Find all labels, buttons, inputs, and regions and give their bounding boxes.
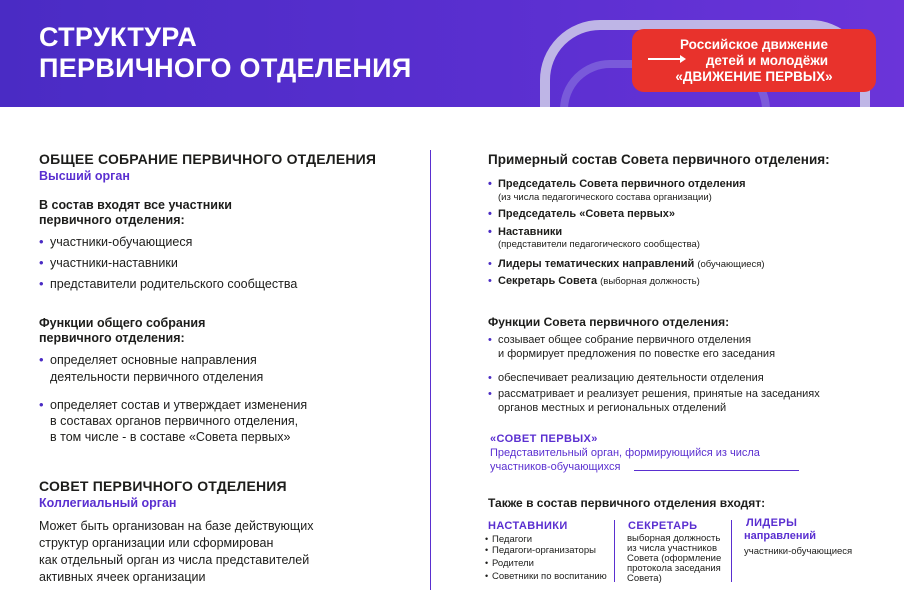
functions-title-line2: первичного отделения: bbox=[39, 331, 185, 345]
sovet-title: «СОВЕТ ПЕРВЫХ» bbox=[490, 433, 598, 445]
list-item: • созывает общее собрание первичного отделения bbox=[498, 333, 751, 347]
council-desc-line: Может быть организован на базе действующих bbox=[39, 519, 314, 533]
column-divider-small bbox=[731, 520, 732, 582]
list-item-continuation: деятельности первичного отделения bbox=[50, 370, 264, 384]
list-item: • представители родительского сообщества bbox=[50, 276, 297, 292]
mentors-col-title: НАСТАВНИКИ bbox=[488, 520, 568, 532]
composition-title: Примерный состав Совета первичного отделения: bbox=[488, 152, 830, 167]
list-item-continuation: органов местных и региональных отделений bbox=[498, 402, 727, 414]
list-item bbox=[498, 257, 765, 271]
list-item-continuation: и формирует предложения по повестке его заседания bbox=[498, 348, 776, 360]
secretary-text-line: выборная должность bbox=[627, 533, 721, 544]
list-item-note: (из числа педагогического состава организации) bbox=[498, 192, 712, 203]
list-item: • определяет основные направления bbox=[50, 352, 257, 368]
list-item: • определяет состав и утверждает изменения bbox=[50, 397, 307, 413]
underline-divider bbox=[634, 470, 799, 471]
page-title-line2: ПЕРВИЧНОГО ОТДЕЛЕНИЯ bbox=[39, 53, 412, 83]
council-desc-line: активных ячеек организации bbox=[39, 570, 206, 584]
list-item: • Педагоги-организаторы bbox=[492, 545, 596, 557]
council-subtitle: Коллегиальный орган bbox=[39, 496, 177, 510]
secretary-col-title: СЕКРЕТАРЬ bbox=[628, 520, 698, 532]
list-item: • Наставники bbox=[498, 225, 562, 239]
header-banner bbox=[0, 0, 904, 107]
brand-line1: Российское движение bbox=[680, 37, 828, 52]
list-item-note: (обучающиеся) bbox=[697, 259, 765, 270]
list-item-note: (представители педагогического сообщества) bbox=[498, 239, 700, 250]
list-item: • Советники по воспитанию bbox=[492, 571, 607, 583]
sovet-desc-line: Представительный орган, формирующийся из числа bbox=[490, 447, 760, 459]
column-divider-small bbox=[614, 520, 615, 582]
list-item: • обеспечивает реализацию деятельности отделения bbox=[498, 371, 764, 385]
brand-line2: детей и молодёжи bbox=[705, 53, 829, 68]
list-item bbox=[498, 274, 700, 288]
list-item: • Председатель Совета первичного отделения bbox=[498, 177, 746, 191]
sovet-desc-line: участников-обучающихся bbox=[490, 461, 621, 473]
list-item-continuation: в том числе - в составе «Совета первых» bbox=[50, 430, 291, 444]
council-functions-title: Функции Совета первичного отделения: bbox=[488, 315, 730, 329]
list-item: • рассматривает и реализует решения, принятые на заседаниях bbox=[498, 387, 820, 401]
secretary-text-line: Совета) bbox=[627, 573, 662, 584]
page-title-line1: СТРУКТУРА bbox=[39, 22, 198, 52]
list-item-label: Секретарь Совета bbox=[498, 275, 598, 287]
assembly-title: ОБЩЕЕ СОБРАНИЕ ПЕРВИЧНОГО ОТДЕЛЕНИЯ bbox=[39, 151, 377, 167]
list-item-note: (выборная должность) bbox=[600, 276, 700, 287]
council-desc-line: структур организации или сформирован bbox=[39, 536, 274, 550]
page-title bbox=[39, 22, 412, 84]
secretary-text-line: из числа участников bbox=[627, 543, 718, 554]
secretary-text-line: протокола заседания bbox=[627, 563, 721, 574]
list-item: • участники-наставники bbox=[50, 255, 178, 271]
brand-logo-badge bbox=[632, 29, 876, 92]
list-item: • Педагоги bbox=[492, 534, 532, 546]
brand-line3: «ДВИЖЕНИЕ ПЕРВЫХ» bbox=[675, 69, 833, 84]
column-divider bbox=[430, 150, 431, 590]
arrow-icon bbox=[648, 58, 684, 60]
list-item: • Родители bbox=[492, 558, 534, 570]
list-item: • Председатель «Совета первых» bbox=[498, 207, 675, 221]
functions-title-line1: Функции общего собрания bbox=[39, 316, 206, 330]
secretary-text-line: Совета (оформление bbox=[627, 553, 722, 564]
members-title-line2: первичного отделения: bbox=[39, 213, 185, 227]
list-item-continuation: в составах органов первичного отделения, bbox=[50, 414, 299, 428]
members-title-line1: В состав входят все участники bbox=[39, 198, 232, 212]
list-item: • участники-обучающиеся bbox=[50, 234, 192, 250]
council-desc-line: как отдельный орган из числа представителей bbox=[39, 553, 310, 567]
also-members-title: Также в состав первичного отделения входят: bbox=[488, 496, 766, 510]
council-title: СОВЕТ ПЕРВИЧНОГО ОТДЕЛЕНИЯ bbox=[39, 478, 287, 494]
leaders-col-subtitle: направлений bbox=[744, 530, 816, 542]
assembly-subtitle: Высший орган bbox=[39, 169, 130, 183]
leaders-text: участники-обучающиеся bbox=[744, 546, 853, 557]
leaders-col-title: ЛИДЕРЫ bbox=[746, 517, 798, 529]
list-item-label: Лидеры тематических направлений bbox=[498, 258, 695, 270]
